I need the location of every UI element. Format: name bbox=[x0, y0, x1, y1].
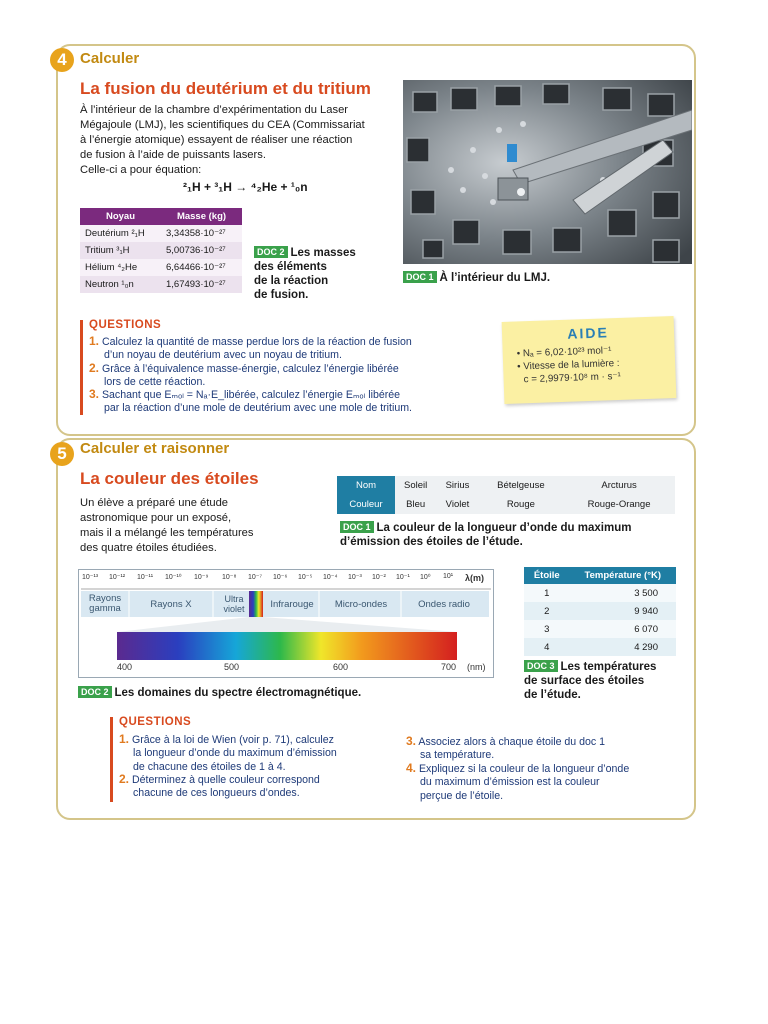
doc-2-caption: DOC 2 Les masses des éléments de la réaction de fusion. bbox=[254, 247, 356, 301]
doc-1-caption: DOC 1 À l’intérieur du LMJ. bbox=[403, 271, 550, 285]
band-gamma: Rayons gamma bbox=[88, 593, 122, 614]
table-row: 2 9 940 bbox=[524, 602, 676, 620]
band-uv: Ultra violet bbox=[223, 594, 245, 614]
mass-table-header: Masse (kg) bbox=[161, 208, 242, 225]
doc-1-tag: DOC 1 bbox=[340, 521, 374, 533]
doc-2-caption-5: DOC 2 Les domaines du spectre électromagnétique. bbox=[78, 686, 361, 700]
section-5-badge: 5 bbox=[50, 442, 74, 466]
doc-3-caption: DOC 3 Les températures de surface des étoiles de l’étude. bbox=[524, 661, 657, 701]
lmj-photo-drawing bbox=[403, 80, 692, 264]
question-4-3: 3. Sachant que Eₘₒₗ = Nₐ·E_libérée, calculez l’énergie Eₘₒₗ libérée par la réaction d’une mole de deutérium avec une mole de tritium. bbox=[89, 387, 412, 415]
mass-table-header: Noyau bbox=[80, 208, 161, 225]
lmj-chamber-photo bbox=[403, 80, 692, 264]
doc-3-tag: DOC 3 bbox=[524, 660, 558, 672]
band-radio: Ondes radio bbox=[418, 599, 470, 610]
exercise-5-title: La couleur des étoiles bbox=[80, 469, 259, 488]
table-row: Neutron ¹₀n 1,67493·10⁻²⁷ bbox=[80, 276, 242, 293]
questions-5-heading: QUESTIONS bbox=[119, 716, 192, 728]
section-4-badge: 4 bbox=[50, 48, 74, 72]
table-row: Nom Soleil Sirius Bételgeuse Arcturus bbox=[337, 476, 675, 495]
question-5-2: 2. Déterminez à quelle couleur correspond chacune de ces longueurs d’ondes. bbox=[119, 772, 320, 800]
table-row: Tritium ³₁H 5,00736·10⁻²⁷ bbox=[80, 242, 242, 259]
doc-2-tag: DOC 2 bbox=[78, 686, 112, 698]
doc-1-caption-5: DOC 1 La couleur de la longueur d’onde du maximum d’émission des étoiles de l’étude. bbox=[340, 522, 632, 548]
aide-title: AIDE bbox=[567, 324, 610, 342]
table-row: 4 4 290 bbox=[524, 638, 676, 656]
spectrum-drawing bbox=[79, 570, 493, 677]
em-spectrum-figure: 10⁻¹³ 10⁻¹² 10⁻¹¹ 10⁻¹⁰ 10⁻⁹ 10⁻⁸ 10⁻⁷ 10⁻⁶ 10⁻⁵ 10⁻⁴ 10⁻³ 10⁻² 10⁻¹ 10⁰ 10¹ λ(m) Rayons gamma Rayons X Ultra violet Infrarouge Micro-ondes Ondes radio 400 500 600 700 (nm) bbox=[78, 569, 494, 678]
table-row: Couleur Bleu Violet Rouge Rouge-Orange bbox=[337, 495, 675, 514]
question-5-3: 3. Associez alors à chaque étoile du doc 1 sa température. bbox=[406, 734, 606, 762]
exercise-5-paragraph: Un élève a préparé une étude astronomique pour un exposé, mais il a mélangé les températures des quatre étoiles étudiées. bbox=[80, 497, 254, 554]
mass-table bbox=[80, 208, 242, 293]
section-5-title: Calculer et raisonner bbox=[80, 440, 230, 457]
table-row: 3 6 070 bbox=[524, 620, 676, 638]
band-microwave: Micro-ondes bbox=[334, 599, 388, 610]
exercise-4-paragraph: À l’intérieur de la chambre d’expérimentation du Laser Mégajoule (LMJ), les scientifiques du CEA (Commissariat à l’énergie atomique) essayent de réaliser une réaction de fusion à l’aide de puissants lasers. Celle-ci a pour équation: bbox=[80, 104, 365, 176]
doc-2-tag: DOC 2 bbox=[254, 246, 288, 258]
question-4-1: 1. Calculez la quantité de masse perdue lors de la réaction de fusion d’un noyau de deutérium avec un noyau de tritium. bbox=[89, 334, 412, 362]
questions-4-bar bbox=[80, 320, 83, 415]
exercise-4-title: La fusion du deutérium et du tritium bbox=[80, 79, 371, 98]
fusion-equation: ²₁H + ³₁H → ⁴₂He + ¹₀n bbox=[183, 180, 308, 194]
star-color-table bbox=[337, 476, 675, 514]
question-4-2: 2. Grâce à l’équivalence masse-énergie, calculez l’énergie libérée lors de cette réaction. bbox=[89, 361, 399, 389]
question-5-4: 4. Expliquez si la couleur de la longueur d’onde du maximum d’émission est la couleur perçue de l’étoile. bbox=[406, 761, 630, 802]
questions-5-bar bbox=[110, 717, 113, 802]
temperature-table: Étoile Température (°K) 1 3 500 2 9 940 3 6 070 4 4 290 bbox=[524, 567, 676, 656]
aide-note: AIDE • Nₐ = 6,02·10²³ mol⁻¹ • Vitesse de la lumière : c = 2,9979·10⁸ m · s⁻¹ bbox=[502, 316, 677, 404]
doc-1-tag: DOC 1 bbox=[403, 271, 437, 283]
table-row: Hélium ⁴₂He 6,64466·10⁻²⁷ bbox=[80, 259, 242, 276]
questions-4-heading: QUESTIONS bbox=[89, 319, 162, 331]
band-infrared: Infrarouge bbox=[270, 599, 314, 610]
table-row: Deutérium ²₁H 3,34358·10⁻²⁷ bbox=[80, 225, 242, 242]
question-5-1: 1. Grâce à la loi de Wien (voir p. 71), calculez la longueur d’onde du maximum d’émission de chacune des étoiles de 1 à 4. bbox=[119, 732, 337, 773]
table-row: 1 3 500 bbox=[524, 584, 676, 602]
band-x-rays: Rayons X bbox=[150, 599, 192, 610]
section-4-title: Calculer bbox=[80, 50, 140, 67]
